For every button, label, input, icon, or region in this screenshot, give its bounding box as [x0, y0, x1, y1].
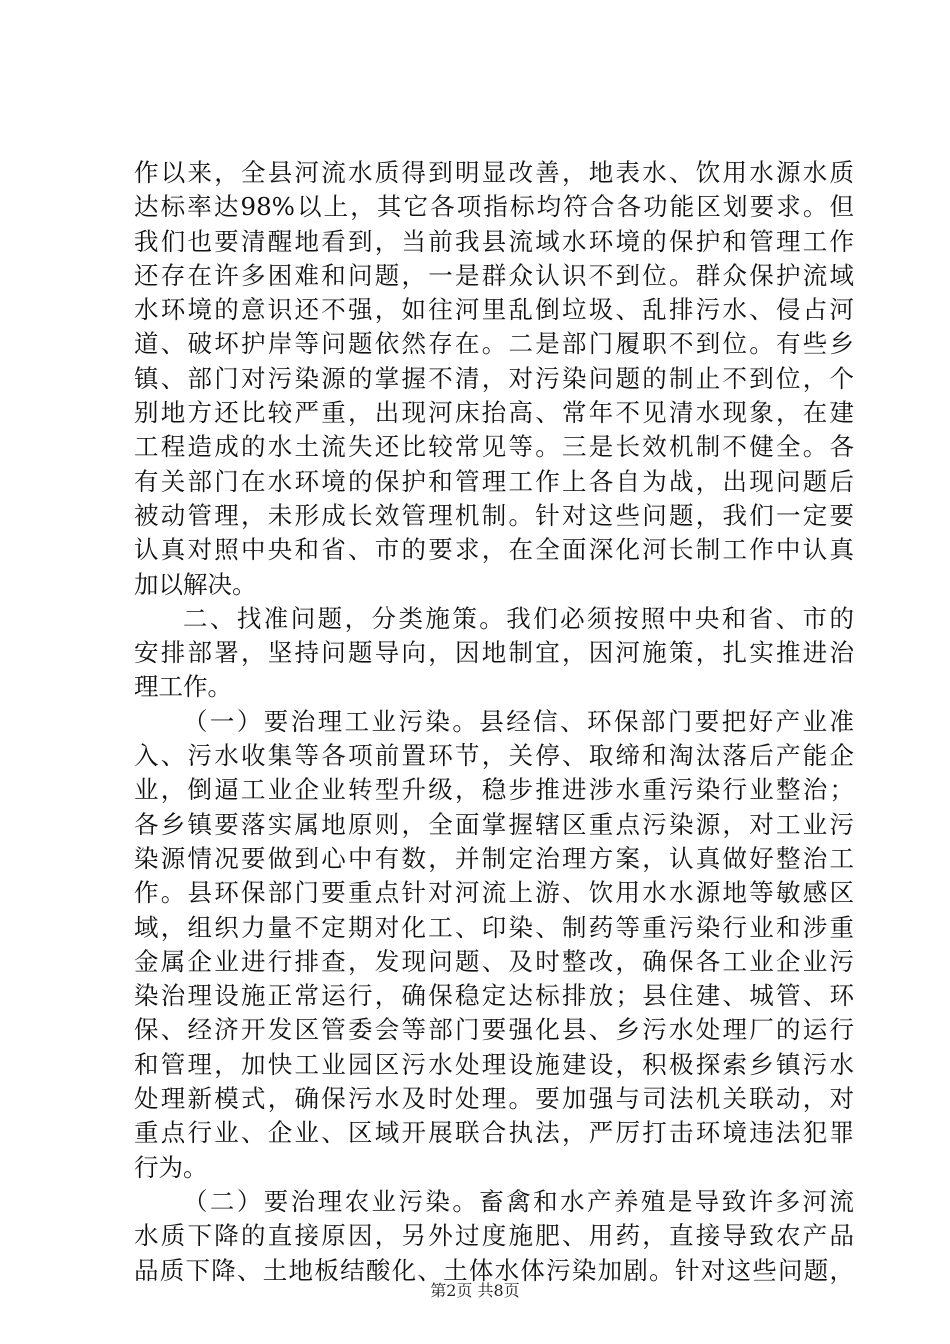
- body-text-line: 业，倒逼工业企业转型升级，稳步推进涉水重污染行业整治；: [134, 775, 854, 805]
- body-text-line: 入、污水收集等各项前置环节，关停、取缔和淘汰落后产能企: [134, 741, 854, 771]
- body-text-line: 作以来，全县河流水质得到明显改善，地表水、饮用水源水质: [134, 158, 854, 187]
- body-text-line: 道、破坏护岸等问题依然存在。二是部门履职不到位。有些乡: [134, 329, 854, 359]
- body-text-line: 还存在许多困难和问题，一是群众认识不到位。群众保护流域: [134, 260, 854, 290]
- body-text-line: 加以解决。: [134, 569, 257, 599]
- document-body: [134, 156, 854, 1288]
- body-text-line: 水质下降的直接原因，另外过度施肥、用药，直接导致农产品: [134, 1221, 854, 1251]
- body-text-line: 被动管理，未形成长效管理机制。针对这些问题，我们一定要: [134, 500, 854, 530]
- body-text-line: 保、经济开发区管委会等部门要强化县、乡污水处理厂的运行: [134, 1015, 854, 1045]
- body-text-line: 各乡镇要落实属地原则，全面掌握辖区重点污染源，对工业污: [134, 809, 854, 839]
- page-footer: 第2页 共8页: [430, 1281, 520, 1300]
- body-text-line: 重点行业、企业、区域开展联合执法，严厉打击环境违法犯罪: [134, 1118, 854, 1148]
- body-text-line: 达标率达98%以上，其它各项指标均符合各功能区划要求。但: [134, 192, 854, 222]
- body-text-line: 别地方还比较严重，出现河床抬高、常年不见清水现象，在建: [134, 398, 854, 428]
- body-text-line: 染治理设施正常运行，确保稳定达标排放；县住建、城管、环: [134, 981, 854, 1011]
- body-text-line: 和管理，加快工业园区污水处理设施建设，积极探索乡镇污水: [134, 1049, 854, 1079]
- body-text-line: 镇、部门对污染源的掌握不清，对污染问题的制止不到位，个: [134, 363, 854, 393]
- body-text-line: 工程造成的水土流失还比较常见等。三是长效机制不健全。各: [134, 432, 854, 462]
- body-text-line: 有关部门在水环境的保护和管理工作上各自为战，出现问题后: [134, 466, 854, 496]
- body-text-line: 处理新模式，确保污水及时处理。要加强与司法机关联动，对: [134, 1084, 854, 1114]
- body-text-line: 作。县环保部门要重点针对河流上游、饮用水水源地等敏感区: [134, 878, 854, 908]
- body-text-line: 认真对照中央和省、市的要求，在全面深化河长制工作中认真: [134, 535, 854, 565]
- body-text-line: 域，组织力量不定期对化工、印染、制药等重污染行业和涉重: [134, 912, 854, 942]
- body-text-line: （一）要治理工业污染。县经信、环保部门要把好产业准: [183, 706, 854, 736]
- body-text-line: 金属企业进行排查，发现问题、及时整改，确保各工业企业污: [134, 946, 854, 976]
- body-text-line: 理工作。: [134, 672, 232, 702]
- body-text-line: 二、找准问题，分类施策。我们必须按照中央和省、市的: [183, 603, 854, 633]
- body-text-line: 我们也要清醒地看到，当前我县流域水环境的保护和管理工作: [134, 226, 854, 256]
- body-text-line: 行为。: [134, 1152, 208, 1182]
- body-text-line: （二）要治理农业污染。畜禽和水产养殖是导致许多河流: [183, 1186, 854, 1216]
- body-text-line: 水环境的意识还不强，如往河里乱倒垃圾、乱排污水、侵占河: [134, 295, 854, 325]
- body-text-line: 染源情况要做到心中有数，并制定治理方案，认真做好整治工: [134, 843, 854, 873]
- body-text-line: 品质下降、土地板结酸化、土体水体污染加剧。针对这些问题，: [134, 1255, 854, 1285]
- body-text-line: 安排部署，坚持问题导向，因地制宜，因河施策，扎实推进治: [134, 638, 854, 668]
